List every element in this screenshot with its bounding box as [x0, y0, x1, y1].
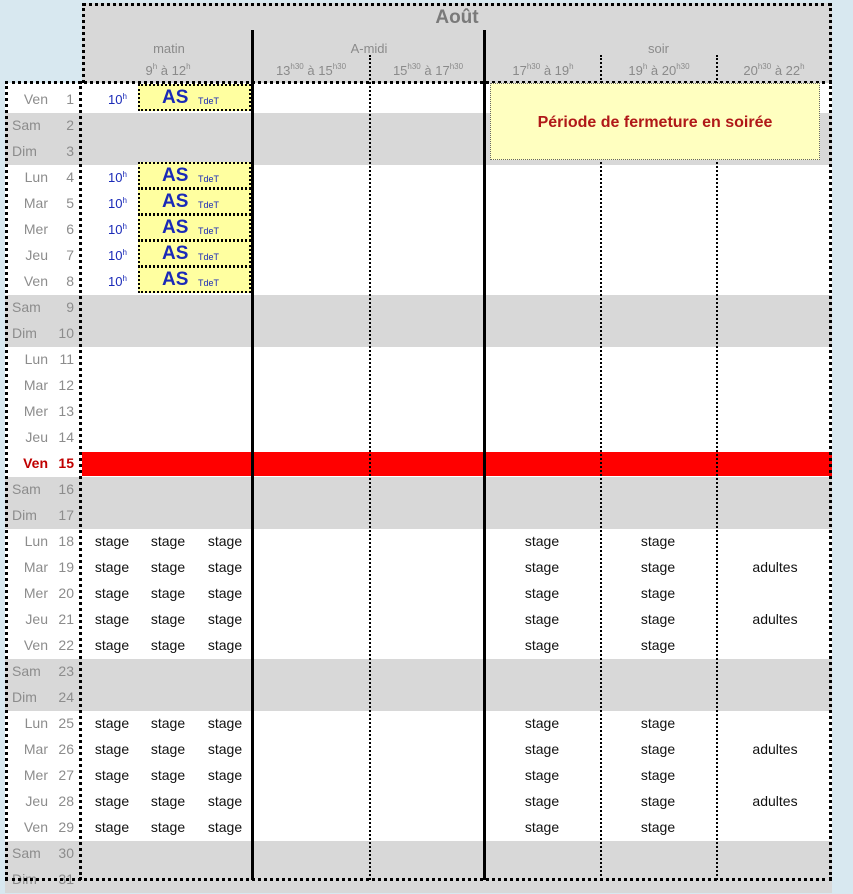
- weekend-band: [5, 685, 832, 711]
- stage-cell: stage: [150, 767, 186, 783]
- weekend-band: [5, 295, 832, 321]
- start-time-10h: [108, 248, 127, 263]
- day-number: 21: [58, 611, 74, 627]
- day-number: 6: [66, 221, 74, 237]
- as-label: AS: [162, 191, 189, 212]
- adultes-cell: adultes: [752, 611, 798, 627]
- as-session-box: [138, 188, 251, 215]
- day-number: 30: [58, 845, 74, 861]
- start-time-suffix: h: [122, 92, 127, 101]
- day-number: 15: [58, 455, 74, 471]
- closure-note: [490, 83, 820, 160]
- weekend-band: [5, 503, 832, 529]
- slot-start-min: h30: [757, 62, 772, 71]
- day-number: 29: [58, 819, 74, 835]
- stage-cell: stage: [207, 793, 243, 809]
- closure-note-text: Période de fermeture en soirée: [537, 114, 773, 131]
- day-number: 25: [58, 715, 74, 731]
- slot-end-hour: à 19: [540, 63, 570, 78]
- stage-cell: stage: [207, 819, 243, 835]
- stage-cell: stage: [207, 741, 243, 757]
- slot-start-hour: 19: [628, 63, 643, 78]
- day-name: Jeu: [25, 611, 48, 627]
- day-number: 27: [58, 767, 74, 783]
- slot-start-hour: 9: [145, 63, 153, 78]
- day-number: 28: [58, 793, 74, 809]
- day-number: 17: [58, 507, 74, 523]
- stage-cell: stage: [207, 559, 243, 575]
- slot-start-min: h: [152, 62, 158, 71]
- stage-cell: stage: [524, 559, 560, 575]
- amidi-separator: [483, 30, 486, 880]
- start-time-hour: 10: [108, 248, 123, 263]
- stage-cell: stage: [150, 819, 186, 835]
- stage-cell: stage: [640, 585, 676, 601]
- weekend-band: [5, 659, 832, 685]
- start-time-hour: 10: [108, 92, 123, 107]
- slot-separator: [716, 55, 718, 880]
- day-number: 12: [58, 377, 74, 393]
- day-number: 26: [58, 741, 74, 757]
- day-name: Ven: [23, 91, 48, 107]
- stage-cell: stage: [524, 741, 560, 757]
- day-number: 16: [58, 481, 74, 497]
- stage-cell: stage: [207, 767, 243, 783]
- day-name: Mer: [23, 221, 48, 237]
- time-slot-header: [251, 62, 371, 78]
- stage-cell: stage: [640, 533, 676, 549]
- day-name: Dim: [12, 143, 37, 159]
- day-number: 5: [66, 195, 74, 211]
- slot-separator: [369, 55, 371, 880]
- tdet-label: TdeT: [198, 200, 220, 210]
- stage-cell: stage: [207, 637, 243, 653]
- slot-end-hour: à 20: [647, 63, 677, 78]
- stage-cell: stage: [150, 533, 186, 549]
- start-time-10h: [108, 196, 127, 211]
- tdet-label: TdeT: [198, 252, 220, 262]
- day-number: 11: [59, 351, 74, 367]
- day-number: 23: [58, 663, 74, 679]
- day-name: Mar: [23, 741, 48, 757]
- day-name: Sam: [12, 299, 41, 315]
- time-slot-header: [714, 62, 834, 78]
- tdet-label: TdeT: [198, 96, 220, 106]
- as-session-box: [138, 84, 251, 111]
- day-name: Ven: [23, 273, 48, 289]
- weekend-band: [5, 841, 832, 867]
- day-name: Mar: [23, 559, 48, 575]
- slot-end-hour: à 15: [303, 63, 333, 78]
- stage-cell: stage: [640, 767, 676, 783]
- grid-right-border: [829, 3, 832, 880]
- day-number: 13: [58, 403, 74, 419]
- slot-end-hour: à 22: [771, 63, 801, 78]
- group-label-matin: matin: [153, 41, 185, 56]
- slot-start-min: h30: [407, 62, 421, 71]
- start-time-hour: 10: [108, 222, 123, 237]
- day-number: 8: [66, 273, 74, 289]
- day-name: Sam: [12, 663, 41, 679]
- stage-cell: stage: [94, 767, 130, 783]
- start-time-10h: [108, 222, 127, 237]
- day-number: 7: [66, 247, 74, 263]
- stage-cell: stage: [640, 741, 676, 757]
- stage-cell: stage: [524, 533, 560, 549]
- day-name: Lun: [24, 169, 48, 185]
- stage-cell: stage: [207, 585, 243, 601]
- time-slot-header: [599, 62, 719, 78]
- slot-end-min: h: [569, 62, 574, 71]
- as-label: AS: [162, 165, 189, 186]
- time-slot-header: [108, 62, 228, 78]
- stage-cell: stage: [207, 611, 243, 627]
- stage-cell: stage: [640, 793, 676, 809]
- start-time-suffix: h: [122, 248, 127, 257]
- stage-cell: stage: [94, 637, 130, 653]
- slot-start-min: h30: [290, 62, 304, 71]
- day-name: Ven: [23, 819, 48, 835]
- stage-cell: stage: [150, 611, 186, 627]
- slot-start-hour: 13: [275, 63, 291, 78]
- start-time-suffix: h: [122, 170, 127, 179]
- holiday-band: [82, 452, 832, 476]
- as-label: AS: [162, 243, 189, 264]
- slot-start-min: h: [642, 62, 648, 71]
- as-session-box: [138, 162, 251, 189]
- weekend-band: [5, 321, 832, 347]
- day-name: Jeu: [25, 429, 48, 445]
- group-label-soir: soir: [648, 41, 669, 56]
- group-label-amidi: A-midi: [350, 41, 388, 56]
- as-label: AS: [162, 217, 189, 238]
- start-time-10h: [108, 92, 127, 107]
- stage-cell: stage: [640, 715, 676, 731]
- stage-cell: stage: [94, 559, 130, 575]
- stage-cell: stage: [640, 611, 676, 627]
- slot-end-hour: à 17: [420, 63, 450, 78]
- stage-cell: stage: [640, 637, 676, 653]
- day-name: Lun: [24, 533, 48, 549]
- day-number: 14: [58, 429, 74, 445]
- start-time-hour: 10: [108, 170, 123, 185]
- slot-end-min: h: [800, 62, 805, 71]
- stage-cell: stage: [94, 741, 130, 757]
- slot-start-hour: 15: [392, 63, 408, 78]
- slot-end-min: h30: [676, 62, 690, 71]
- day-number: 3: [66, 143, 74, 159]
- day-name: Dim: [12, 871, 37, 887]
- day-name: Lun: [24, 715, 48, 731]
- day-number: 22: [58, 637, 74, 653]
- stage-cell: stage: [94, 819, 130, 835]
- day-name: Jeu: [25, 793, 48, 809]
- day-name: Mer: [23, 403, 48, 419]
- slot-end-min: h30: [332, 62, 347, 71]
- stage-cell: stage: [150, 559, 186, 575]
- day-number: 19: [58, 559, 74, 575]
- tdet-label: TdeT: [198, 278, 220, 288]
- adultes-cell: adultes: [752, 741, 798, 757]
- grid-left-border: [5, 81, 8, 880]
- time-slot-header: [368, 62, 488, 78]
- tdet-label: TdeT: [198, 226, 220, 236]
- stage-cell: stage: [640, 819, 676, 835]
- day-name: Mer: [23, 767, 48, 783]
- stage-cell: stage: [524, 585, 560, 601]
- day-number: 31: [58, 871, 74, 887]
- stage-cell: stage: [524, 715, 560, 731]
- tdet-label: TdeT: [198, 174, 220, 184]
- stage-cell: stage: [207, 533, 243, 549]
- stage-cell: stage: [524, 793, 560, 809]
- slot-end-hour: à 12: [157, 63, 187, 78]
- stage-cell: stage: [94, 533, 130, 549]
- day-name: Mar: [23, 195, 48, 211]
- adultes-cell: adultes: [752, 559, 798, 575]
- start-time-suffix: h: [122, 222, 127, 231]
- day-name: Mer: [23, 585, 48, 601]
- day-number: 10: [58, 325, 74, 341]
- stage-cell: stage: [94, 715, 130, 731]
- stage-cell: stage: [524, 611, 560, 627]
- start-time-hour: 10: [108, 196, 123, 211]
- month-title: Août: [435, 7, 479, 28]
- start-time-suffix: h: [122, 274, 127, 283]
- slot-end-min: h: [186, 62, 191, 71]
- slot-start-min: h30: [526, 62, 541, 71]
- weekend-band: [5, 477, 832, 503]
- start-time-suffix: h: [122, 196, 127, 205]
- stage-cell: stage: [150, 637, 186, 653]
- start-time-hour: 10: [108, 274, 123, 289]
- day-name: Sam: [12, 117, 41, 133]
- day-number: 4: [66, 169, 74, 185]
- stage-cell: stage: [150, 585, 186, 601]
- day-name: Sam: [12, 845, 41, 861]
- stage-cell: stage: [524, 819, 560, 835]
- as-session-box: [138, 214, 251, 241]
- day-name: Mar: [23, 377, 48, 393]
- day-number: 18: [58, 533, 74, 549]
- day-name: Sam: [12, 481, 41, 497]
- day-name: Dim: [12, 689, 37, 705]
- stage-cell: stage: [207, 715, 243, 731]
- as-label: AS: [162, 269, 189, 290]
- stage-cell: stage: [524, 767, 560, 783]
- as-session-box: [138, 266, 251, 293]
- day-number: 2: [66, 117, 74, 133]
- stage-cell: stage: [94, 611, 130, 627]
- day-number: 9: [66, 299, 74, 315]
- adultes-cell: adultes: [752, 793, 798, 809]
- as-session-box: [138, 240, 251, 267]
- day-name: Jeu: [25, 247, 48, 263]
- stage-cell: stage: [94, 793, 130, 809]
- stage-cell: stage: [94, 585, 130, 601]
- slot-start-hour: 17: [512, 63, 527, 78]
- slot-separator: [600, 55, 602, 880]
- slot-end-min: h30: [449, 62, 464, 71]
- day-name: Dim: [12, 325, 37, 341]
- day-column-separator: [79, 81, 82, 880]
- as-label: AS: [162, 87, 189, 108]
- day-number: 20: [58, 585, 74, 601]
- day-number: 24: [58, 689, 74, 705]
- day-name: Dim: [12, 507, 37, 523]
- matin-separator: [251, 30, 254, 880]
- stage-cell: stage: [150, 715, 186, 731]
- start-time-10h: [108, 274, 127, 289]
- slot-start-hour: 20: [743, 63, 758, 78]
- start-time-10h: [108, 170, 127, 185]
- stage-cell: stage: [640, 559, 676, 575]
- day-number: 1: [66, 91, 74, 107]
- stage-cell: stage: [150, 741, 186, 757]
- stage-cell: stage: [524, 637, 560, 653]
- day-name: Lun: [24, 351, 48, 367]
- time-slot-header: [483, 62, 603, 78]
- day-name: Ven: [23, 637, 48, 653]
- stage-cell: stage: [150, 793, 186, 809]
- grid-bottom-border: [5, 878, 832, 881]
- day-name: Ven: [23, 455, 48, 471]
